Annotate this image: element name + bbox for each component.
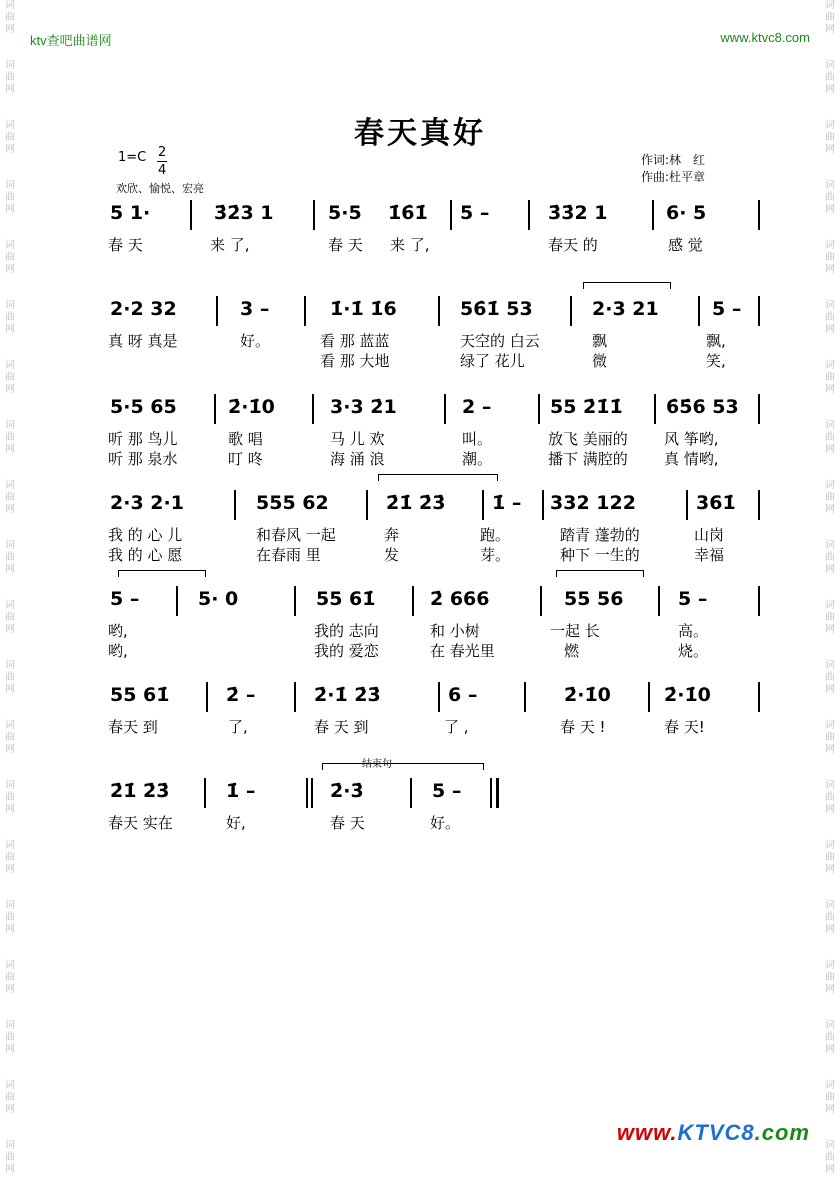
lyric: 微 — [592, 352, 608, 370]
lyric: 燃 — [564, 642, 580, 660]
watermark-glyph: 词 曲 网 — [825, 1140, 835, 1175]
watermark-glyph: 词 曲 网 — [5, 1020, 15, 1055]
site-logo[interactable] — [617, 1120, 810, 1146]
barline — [438, 296, 440, 326]
lyric: 跑。 — [480, 526, 511, 544]
measure-notes: 332 122 — [550, 492, 636, 514]
measure-notes: 3̇2̇3 1 — [214, 202, 274, 224]
measure-notes: 2̇·1̇0 — [564, 684, 611, 706]
measure-notes: 2·3 21 — [592, 298, 659, 320]
lyric: 看 那 大地 — [320, 352, 390, 370]
ending-label: 结束句 — [362, 759, 392, 770]
measure-notes: 2̇·1̇0 — [228, 396, 275, 418]
measure-notes: 2 – — [462, 396, 492, 418]
watermark-glyph: 词 曲 网 — [825, 180, 835, 215]
barline — [686, 490, 688, 520]
measure-notes: 2̇ 666 — [430, 588, 490, 610]
repeat-bracket — [378, 474, 498, 481]
measure-notes: 5 – — [712, 298, 742, 320]
lyric: 好, — [226, 814, 246, 832]
lyric: 叮 咚 — [228, 450, 263, 468]
site-url-right[interactable]: www.ktvc8.com — [720, 30, 810, 45]
barline — [216, 296, 218, 326]
barline — [648, 682, 650, 712]
watermark-glyph: 词 曲 网 — [825, 1020, 835, 1055]
measure-notes: 55 56 — [564, 588, 624, 610]
lyric: 好。 — [240, 332, 271, 350]
lyric: 歌 唱 — [228, 430, 263, 448]
lyric: 和 小树 — [430, 622, 480, 640]
watermark-glyph: 词 曲 网 — [5, 0, 15, 35]
measure-notes: 6̇5̇6 53 — [666, 396, 739, 418]
lyric: 好。 — [430, 814, 461, 832]
barline — [758, 394, 760, 424]
watermark-glyph: 词 曲 网 — [825, 120, 835, 155]
barline — [482, 490, 484, 520]
measure-notes: 2·3 2·1 — [110, 492, 184, 514]
key-signature: 1=C — [118, 150, 147, 165]
barline — [758, 200, 760, 230]
watermark-glyph: 词 曲 网 — [5, 120, 15, 155]
measure-notes: 5·5 — [328, 202, 362, 224]
lyric: 春 天 — [328, 236, 363, 254]
barline — [306, 778, 308, 808]
measure-notes: 3 – — [240, 298, 270, 320]
watermark-glyph: 词 曲 网 — [5, 480, 15, 515]
lyric: 真 呀 真是 — [108, 332, 178, 350]
ending-bracket — [322, 763, 484, 770]
barline — [294, 586, 296, 616]
barline — [438, 682, 440, 712]
barline — [538, 394, 540, 424]
barline — [206, 682, 208, 712]
lyric: 春 天 到 — [314, 718, 369, 736]
measure-notes: 55 2̇1̇1̇ — [550, 396, 623, 418]
barline — [758, 586, 760, 616]
lyric: 春天 到 — [108, 718, 158, 736]
measure-notes: 3·3 2̇1 — [330, 396, 397, 418]
measure-notes: 2̇·1̇ 2̇3̇ — [314, 684, 381, 706]
watermark-glyph: 词 曲 网 — [5, 900, 15, 935]
measure-notes: 56̇1̇ 53 — [460, 298, 533, 320]
barline — [698, 296, 700, 326]
lyric: 春 天 ! — [560, 718, 606, 736]
watermark-glyph: 词 曲 网 — [825, 780, 835, 815]
score-system-4 — [108, 490, 764, 564]
measure-notes: 6· 5 — [666, 202, 707, 224]
lyric: 了, — [228, 718, 248, 736]
score-system-1 — [108, 200, 764, 254]
measure-notes: 5 – — [110, 588, 140, 610]
watermark-glyph: 词 曲 网 — [5, 420, 15, 455]
lyric: 海 涌 浪 — [330, 450, 385, 468]
watermark-glyph: 词 曲 网 — [5, 660, 15, 695]
watermark-glyph: 词 曲 网 — [5, 780, 15, 815]
barline — [410, 778, 412, 808]
mood-marking: 欢欣、愉悦、宏亮 — [116, 182, 204, 195]
lyric: 烧。 — [678, 642, 709, 660]
watermark-glyph: 词 曲 网 — [5, 1080, 15, 1115]
barline — [294, 682, 296, 712]
lyric: 来 了, — [210, 236, 250, 254]
lyric: 我的 志向 — [314, 622, 379, 640]
song-title: 春天真好 — [354, 116, 486, 151]
measure-notes: 5 1· — [110, 202, 151, 224]
lyric: 山岗 — [694, 526, 725, 544]
final-barline — [490, 778, 492, 808]
lyric: 哟, — [108, 622, 128, 640]
barline — [444, 394, 446, 424]
watermark-glyph: 词 曲 网 — [825, 1080, 835, 1115]
lyricist: 作词:林 红 — [641, 153, 706, 167]
score-system-5 — [108, 586, 764, 660]
lyric: 天空的 白云 — [460, 332, 540, 350]
repeat-bracket — [583, 282, 671, 289]
barline — [570, 296, 572, 326]
lyric: 来 了, — [390, 236, 430, 254]
measure-notes: 5· 0 — [198, 588, 239, 610]
lyric: 哟, — [108, 642, 128, 660]
watermark-glyph: 词 曲 网 — [5, 180, 15, 215]
lyric: 一起 长 — [550, 622, 600, 640]
measure-notes: 361̇ — [696, 492, 736, 514]
barline — [450, 200, 452, 230]
lyric: 踏青 蓬勃的 — [560, 526, 640, 544]
barline — [214, 394, 216, 424]
lyric: 我 的 心 儿 — [108, 526, 183, 544]
lyric: 春天 的 — [548, 236, 598, 254]
composer: 作曲:杜平章 — [641, 170, 706, 184]
score-system-6 — [108, 682, 764, 736]
lyric: 放飞 美丽的 — [548, 430, 628, 448]
lyric: 听 那 鸟儿 — [108, 430, 178, 448]
barline — [652, 200, 654, 230]
barline — [758, 296, 760, 326]
barline — [540, 586, 542, 616]
measure-notes: 3̇3̇2 1 — [548, 202, 608, 224]
barline — [658, 586, 660, 616]
lyric: 马 儿 欢 — [330, 430, 385, 448]
barline — [366, 490, 368, 520]
lyric: 飘 — [592, 332, 608, 350]
watermark-right — [822, 0, 838, 1200]
watermark-glyph: 词 曲 网 — [5, 720, 15, 755]
repeat-bracket — [118, 570, 206, 577]
lyric: 春 天! — [664, 718, 705, 736]
measure-notes: 5·5 65 — [110, 396, 177, 418]
time-signature — [157, 144, 167, 179]
site-name-left[interactable]: ktv查吧曲谱网 — [30, 33, 112, 48]
lyric: 绿了 花儿 — [460, 352, 525, 370]
measure-notes: 555 62 — [256, 492, 329, 514]
repeat-bracket — [556, 570, 644, 577]
watermark-glyph: 词 曲 网 — [825, 0, 835, 35]
measure-notes: 2̇·3̇ — [330, 780, 364, 802]
lyric: 高。 — [678, 622, 709, 640]
measure-notes: 1̇ – — [226, 780, 256, 802]
measure-notes: 5 – — [678, 588, 708, 610]
logo-prefix: www. — [616, 1120, 678, 1145]
lyric: 幸福 — [694, 546, 725, 564]
lyric: 我的 爱恋 — [314, 642, 379, 660]
watermark-glyph: 词 曲 网 — [825, 360, 835, 395]
barline — [313, 200, 315, 230]
watermark-glyph: 词 曲 网 — [825, 840, 835, 875]
score-system-3 — [108, 394, 764, 468]
lyric: 叫。 — [462, 430, 493, 448]
measure-notes: 1̇ – — [492, 492, 522, 514]
watermark-glyph: 词 曲 网 — [5, 1140, 15, 1175]
lyric: 播下 满腔的 — [548, 450, 628, 468]
watermark-glyph: 词 曲 网 — [5, 240, 15, 275]
watermark-glyph: 词 曲 网 — [5, 960, 15, 995]
measure-notes: 55 61̇ — [110, 684, 170, 706]
watermark-glyph: 词 曲 网 — [5, 600, 15, 635]
logo-suffix: .com — [754, 1120, 810, 1145]
measure-notes: 5 – — [460, 202, 490, 224]
measure-notes: 2̇1̇ 2̇3̇ — [110, 780, 170, 802]
lyric: 飘, — [706, 332, 726, 350]
barline — [234, 490, 236, 520]
watermark-glyph: 词 曲 网 — [825, 300, 835, 335]
lyric: 在春雨 里 — [256, 546, 321, 564]
time-signature-bottom: 4 — [158, 163, 167, 178]
watermark-glyph: 词 曲 网 — [825, 240, 835, 275]
lyric: 春 天 — [108, 236, 143, 254]
lyric: 了 , — [444, 718, 469, 736]
score-system-7 — [108, 778, 764, 832]
lyric: 风 筝哟, — [664, 430, 719, 448]
lyric: 春 天 — [330, 814, 365, 832]
time-signature-top: 2 — [158, 145, 167, 160]
score-system-2 — [108, 296, 764, 370]
barline — [204, 778, 206, 808]
final-barline-thick — [496, 778, 499, 808]
lyric: 奔 — [384, 526, 400, 544]
measure-notes: 2̇ – — [226, 684, 256, 706]
barline — [312, 394, 314, 424]
watermark-glyph: 词 曲 网 — [825, 720, 835, 755]
lyric: 和春风 一起 — [256, 526, 336, 544]
lyric: 看 那 蓝蓝 — [320, 332, 390, 350]
measure-notes: 5 – — [432, 780, 462, 802]
barline — [190, 200, 192, 230]
barline — [654, 394, 656, 424]
watermark-glyph: 词 曲 网 — [825, 960, 835, 995]
barline — [524, 682, 526, 712]
barline — [176, 586, 178, 616]
barline — [412, 586, 414, 616]
measure-notes: 55 61̇ — [316, 588, 376, 610]
watermark-glyph: 词 曲 网 — [5, 840, 15, 875]
watermark-glyph: 词 曲 网 — [825, 420, 835, 455]
barline — [304, 296, 306, 326]
credits — [641, 152, 705, 186]
barline — [528, 200, 530, 230]
watermark-glyph: 词 曲 网 — [825, 600, 835, 635]
lyric: 我 的 心 愿 — [108, 546, 183, 564]
watermark-left — [2, 0, 18, 1200]
watermark-glyph: 词 曲 网 — [5, 300, 15, 335]
lyric: 笑, — [706, 352, 726, 370]
watermark-glyph: 词 曲 网 — [5, 60, 15, 95]
barline — [542, 490, 544, 520]
lyric: 春天 实在 — [108, 814, 173, 832]
lyric: 发 — [384, 546, 400, 564]
measure-notes: 1̇6̇1̇ — [388, 202, 428, 224]
lyric: 真 情哟, — [664, 450, 719, 468]
lyric: 种下 一生的 — [560, 546, 640, 564]
barline — [758, 682, 760, 712]
watermark-glyph: 词 曲 网 — [825, 60, 835, 95]
lyric: 听 那 泉水 — [108, 450, 178, 468]
measure-notes: 2̇1̇ 2̇3̇ — [386, 492, 446, 514]
watermark-glyph: 词 曲 网 — [825, 540, 835, 575]
measure-notes: 6 – — [448, 684, 478, 706]
lyric: 在 春光里 — [430, 642, 495, 660]
watermark-glyph: 词 曲 网 — [825, 480, 835, 515]
measure-notes: 2·2 32 — [110, 298, 177, 320]
watermark-glyph: 词 曲 网 — [825, 660, 835, 695]
measure-notes: 2̇·1̇0 — [664, 684, 711, 706]
lyric: 潮。 — [462, 450, 493, 468]
watermark-glyph: 词 曲 网 — [5, 360, 15, 395]
barline — [758, 490, 760, 520]
measure-notes: 1̇·1̇ 1̇6 — [330, 298, 397, 320]
barline — [311, 778, 313, 808]
lyric: 感 觉 — [668, 236, 703, 254]
watermark-glyph: 词 曲 网 — [5, 540, 15, 575]
lyric: 芽。 — [480, 546, 511, 564]
watermark-glyph: 词 曲 网 — [825, 900, 835, 935]
logo-brand: KTVC8 — [677, 1120, 755, 1145]
